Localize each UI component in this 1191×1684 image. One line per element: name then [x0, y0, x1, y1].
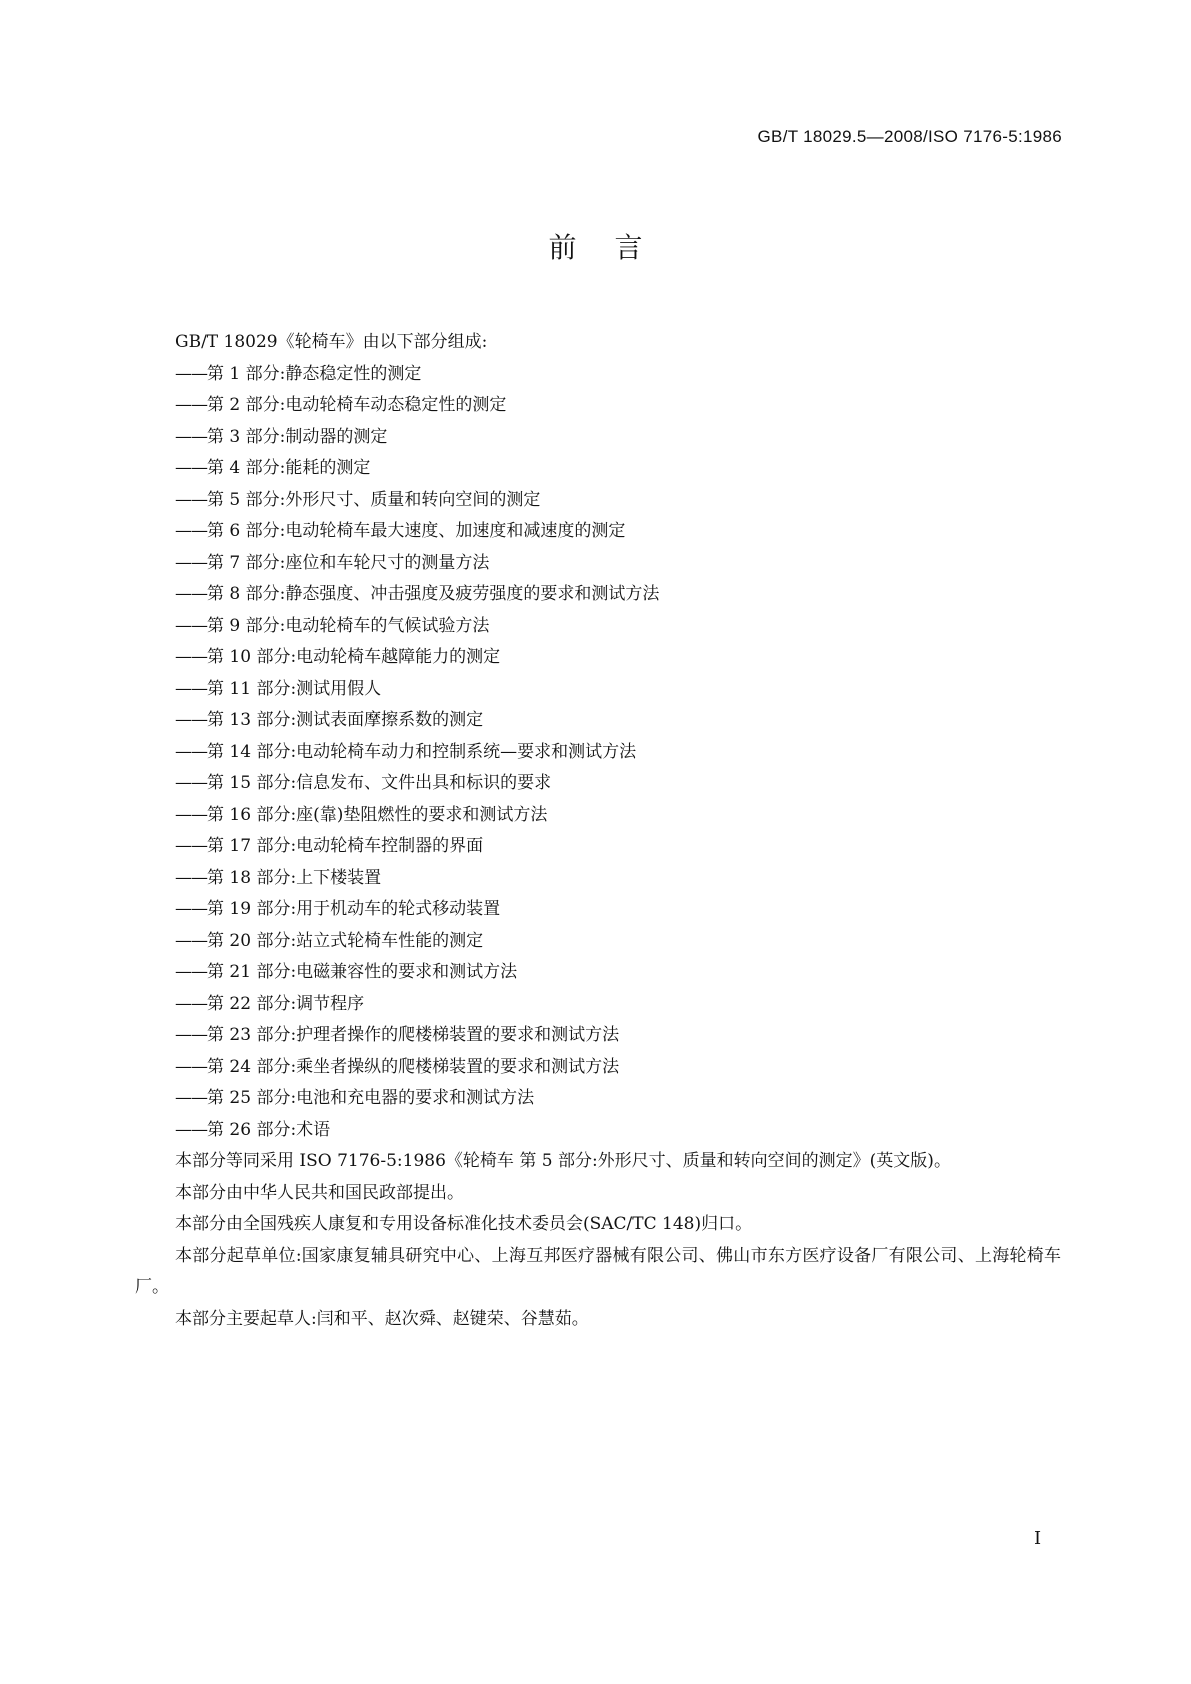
list-dash: —— — [175, 899, 207, 919]
list-item-label: 第 25 部分:电池和充电器的要求和测试方法 — [207, 1088, 535, 1108]
list-dash: —— — [175, 1088, 207, 1108]
list-item-label: 第 23 部分:护理者操作的爬楼梯装置的要求和测试方法 — [207, 1025, 620, 1045]
list-item-label: 第 6 部分:电动轮椅车最大速度、加速度和减速度的测定 — [207, 521, 626, 541]
list-item — [135, 768, 1061, 800]
list-dash: —— — [175, 962, 207, 982]
list-dash: —— — [175, 993, 207, 1014]
list-item — [135, 894, 1061, 926]
list-item — [135, 863, 1061, 895]
list-item — [135, 485, 1061, 517]
list-dash: —— — [175, 1119, 207, 1140]
list-item — [135, 705, 1061, 737]
list-item-label: 第 2 部分:电动轮椅车动态稳定性的测定 — [207, 395, 507, 415]
list-item-label: 第 22 部分:调节程序 — [207, 993, 365, 1014]
page-number: I — [1034, 1528, 1042, 1549]
list-item — [135, 422, 1061, 454]
list-item — [135, 989, 1061, 1021]
list-dash: —— — [175, 1056, 207, 1077]
list-item — [135, 1115, 1061, 1147]
drafters-paragraph: 本部分主要起草人:闫和平、赵次舜、赵键荣、谷慧茹。 — [175, 1308, 589, 1329]
page-title: 前言 — [548, 231, 681, 264]
list-item-label: 第 7 部分:座位和车轮尺寸的测量方法 — [207, 552, 490, 573]
list-item — [135, 1020, 1061, 1052]
list-item-label: 第 16 部分:座(靠)垫阻燃性的要求和测试方法 — [207, 804, 548, 825]
list-item — [135, 737, 1061, 769]
list-dash: —— — [175, 930, 207, 951]
list-dash: —— — [175, 458, 207, 478]
list-item — [135, 516, 1061, 548]
list-item — [135, 453, 1061, 485]
parts-list — [135, 359, 1061, 1147]
list-dash: —— — [175, 710, 207, 730]
intro-paragraph: GB/T 18029《轮椅车》由以下部分组成: — [175, 332, 488, 352]
list-item — [135, 800, 1061, 832]
list-item-label: 第 24 部分:乘坐者操纵的爬楼梯装置的要求和测试方法 — [207, 1056, 620, 1077]
list-dash: —— — [175, 426, 207, 447]
list-dash: —— — [175, 1025, 207, 1045]
list-dash: —— — [175, 395, 207, 415]
list-item-label: 第 5 部分:外形尺寸、质量和转向空间的测定 — [207, 489, 541, 510]
list-item-label: 第 3 部分:制动器的测定 — [207, 426, 388, 447]
standard-code-header: GB/T 18029.5—2008/ISO 7176-5:1986 — [757, 127, 1062, 146]
list-dash: —— — [175, 678, 207, 699]
list-item-label: 第 26 部分:术语 — [207, 1119, 331, 1140]
list-item — [135, 359, 1061, 391]
drafting-units-paragraph: 本部分起草单位:国家康复辅具研究中心、上海互邦医疗器械有限公司、佛山市东方医疗设备厂有限公司、上海轮椅车厂。 — [135, 1245, 1061, 1297]
list-item-label: 第 8 部分:静态强度、冲击强度及疲劳强度的要求和测试方法 — [207, 584, 660, 604]
list-item — [135, 611, 1061, 643]
list-item-label: 第 15 部分:信息发布、文件出具和标识的要求 — [207, 773, 552, 793]
list-item — [135, 926, 1061, 958]
list-item — [135, 1083, 1061, 1115]
list-item-label: 第 21 部分:电磁兼容性的要求和测试方法 — [207, 962, 518, 982]
list-dash: —— — [175, 489, 207, 510]
list-item — [135, 390, 1061, 422]
list-item — [135, 831, 1061, 863]
list-item — [135, 957, 1061, 989]
list-item — [135, 579, 1061, 611]
adoption-paragraph: 本部分等同采用 ISO 7176-5:1986《轮椅车 第 5 部分:外形尺寸、质量和转向空间的测定》(英文版)。 — [175, 1151, 951, 1171]
list-item-label: 第 1 部分:静态稳定性的测定 — [207, 363, 422, 384]
list-item-label: 第 17 部分:电动轮椅车控制器的界面 — [207, 836, 484, 856]
list-item-label: 第 9 部分:电动轮椅车的气候试验方法 — [207, 615, 490, 636]
list-dash: —— — [175, 741, 207, 762]
list-dash: —— — [175, 363, 207, 384]
list-item-label: 第 19 部分:用于机动车的轮式移动装置 — [207, 899, 501, 919]
list-item-label: 第 11 部分:测试用假人 — [207, 678, 382, 699]
list-dash: —— — [175, 836, 207, 856]
list-item — [135, 674, 1061, 706]
list-dash: —— — [175, 867, 207, 888]
list-item-label: 第 13 部分:测试表面摩擦系数的测定 — [207, 710, 484, 730]
list-dash: —— — [175, 773, 207, 793]
list-item-label: 第 18 部分:上下楼装置 — [207, 867, 382, 888]
list-dash: —— — [175, 521, 207, 541]
list-dash: —— — [175, 584, 207, 604]
list-dash: —— — [175, 647, 207, 667]
centralized-paragraph: 本部分由全国残疾人康复和专用设备标准化技术委员会(SAC/TC 148)归口。 — [175, 1214, 753, 1234]
foreword-body — [135, 327, 1061, 1335]
list-item-label: 第 14 部分:电动轮椅车动力和控制系统—要求和测试方法 — [207, 741, 637, 762]
list-item — [135, 1052, 1061, 1084]
proposer-paragraph: 本部分由中华人民共和国民政部提出。 — [175, 1182, 464, 1203]
list-item — [135, 548, 1061, 580]
list-item-label: 第 10 部分:电动轮椅车越障能力的测定 — [207, 647, 501, 667]
list-dash: —— — [175, 615, 207, 636]
list-dash: —— — [175, 552, 207, 573]
list-dash: —— — [175, 804, 207, 825]
list-item-label: 第 20 部分:站立式轮椅车性能的测定 — [207, 930, 484, 951]
list-item-label: 第 4 部分:能耗的测定 — [207, 458, 371, 478]
list-item — [135, 642, 1061, 674]
